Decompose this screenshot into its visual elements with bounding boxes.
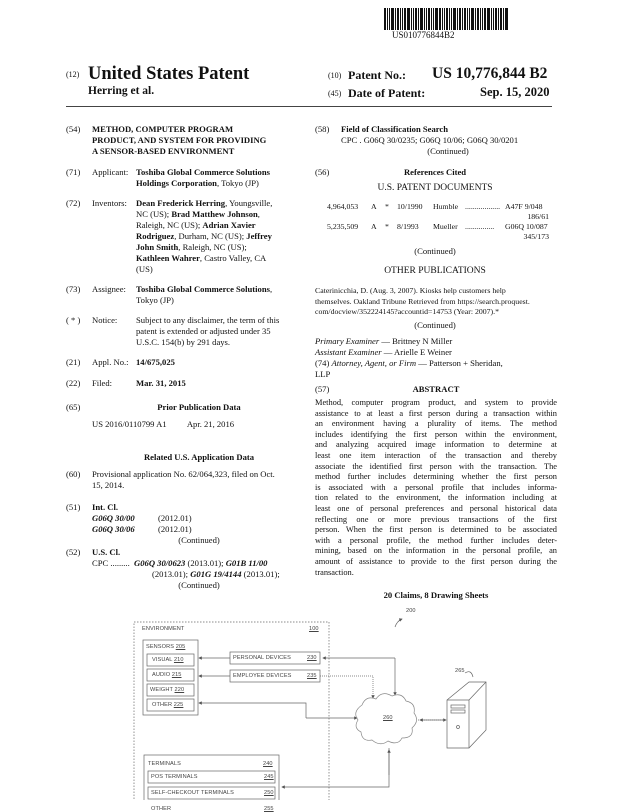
barcode-bar	[459, 8, 461, 30]
barcode-bar	[464, 8, 466, 30]
abstract-text	[315, 398, 557, 578]
examiners-section	[315, 336, 555, 380]
publication-line: Caterinicchia, D. (Aug. 3, 2007). Kiosks help customers help	[315, 286, 506, 295]
inventor-name: Rodriguez	[136, 231, 175, 241]
barcode-bar	[411, 8, 412, 30]
notice-label: Notice:	[92, 315, 118, 325]
barcode-bar	[424, 8, 425, 30]
int-cl-section	[66, 502, 306, 546]
abstract-line: person. When the first person is determined to be associated	[315, 525, 557, 535]
self-checkout-label: SELF-CHECKOUT TERMINALS	[151, 790, 234, 796]
references-continued: (Continued)	[414, 246, 456, 256]
abstract-line: with a personal profile, the method further includes deter-	[315, 535, 557, 545]
barcode-bar	[487, 8, 490, 30]
arrow-employee-to-network	[320, 676, 373, 698]
terminals-other-ref: 255	[264, 806, 274, 812]
barcode-bar	[404, 8, 406, 30]
ref-kind: A	[371, 202, 377, 211]
barcode-bar	[420, 8, 423, 30]
assignee-label: Assignee:	[92, 284, 126, 294]
attorney-label: Attorney, Agent, or Firm	[331, 358, 417, 368]
inventor-name: Jeffrey	[246, 231, 272, 241]
notice-line: Subject to any disclaimer, the term of this	[136, 315, 280, 325]
int-cl-heading: Int. Cl.	[92, 502, 119, 512]
ref-kind: A	[371, 222, 377, 231]
sensor-weight-label: WEIGHT	[150, 687, 173, 693]
inventor-line	[136, 220, 306, 231]
assignee-name: Toshiba Global Commerce Solutions	[136, 284, 270, 294]
abstract-section	[315, 384, 557, 601]
patent-no-label: Patent No.:	[348, 68, 406, 82]
terminals-ref: 240	[263, 761, 273, 767]
barcode-bar	[384, 8, 386, 30]
barcode-bar	[482, 8, 483, 30]
related-heading: Related U.S. Application Data	[143, 452, 255, 462]
title-line: A SENSOR-BASED ENVIRONMENT	[92, 146, 235, 156]
pos-terminals-label: POS TERMINALS	[151, 774, 198, 780]
ref-class: G06Q 10/087	[505, 222, 548, 231]
inventors-list	[136, 198, 306, 275]
related-line: Provisional application No. 62/064,323, filed on Oct.	[92, 469, 275, 479]
barcode-bar	[433, 8, 434, 30]
inventor-line	[136, 198, 306, 209]
filed-date: Mar. 31, 2015	[136, 378, 186, 388]
inventor-location: , Youngsville,	[225, 198, 273, 208]
us-cl-class: G01B 11/00	[225, 558, 268, 568]
barcode-bar	[471, 8, 474, 30]
assignee-section	[66, 284, 306, 306]
barcode-bar	[439, 8, 441, 30]
inventor-location: NC (US);	[136, 209, 172, 219]
barcode-bar	[400, 8, 401, 30]
code-60: (60)	[66, 469, 81, 479]
inventor-location: , Raleigh, NC (US);	[178, 242, 247, 252]
ref-class: A47F 9/048	[505, 202, 543, 211]
server-icon	[447, 682, 486, 748]
barcode-bar	[491, 8, 492, 30]
inventor-location: ,	[257, 209, 260, 219]
code-74: (74)	[315, 358, 330, 368]
related-line: 15, 2014.	[92, 480, 125, 490]
code-57: (57)	[315, 384, 330, 394]
sensor-other-label: OTHER	[152, 702, 173, 708]
primary-examiner: — Brittney N Miller	[379, 336, 453, 346]
code-73: (73)	[66, 284, 81, 294]
us-cl-continued: (Continued)	[178, 580, 220, 590]
primary-examiner-label: Primary Examiner	[315, 336, 380, 346]
barcode-bar	[498, 8, 499, 30]
us-cl-version: (2013.01);	[152, 569, 191, 579]
applicant-name-2: Holdings Corporation	[136, 178, 217, 188]
abstract-line: reflecting one or more previous transactions of the first	[315, 514, 557, 524]
int-cl-version: (2012.01)	[158, 513, 192, 523]
header-divider	[66, 106, 552, 107]
inventor-line	[136, 242, 306, 253]
barcode-bar	[442, 8, 443, 30]
assignee-comma: ,	[269, 284, 273, 294]
barcode-bar	[462, 8, 463, 30]
assignee-location: Tokyo (JP)	[136, 295, 174, 305]
barcode-bar	[391, 8, 394, 30]
inventor-line	[136, 253, 306, 264]
code-10: (10)	[328, 71, 342, 80]
code-notice: ( * )	[66, 315, 81, 325]
sensors-ref: 205	[175, 644, 186, 650]
field-search-continued: (Continued)	[427, 146, 469, 156]
inventor-name: John Smith	[136, 242, 179, 252]
patent-date: Sep. 15, 2020	[480, 85, 550, 99]
abstract-line: is associated with a personal profile that includes informa-	[315, 482, 557, 492]
patent-number: US 10,776,844 B2	[432, 65, 548, 82]
abstract-heading: ABSTRACT	[412, 384, 460, 394]
applicant-label: Applicant:	[92, 167, 129, 177]
abstract-line: least one of personal preferences and personal historical data	[315, 503, 557, 513]
server-leader	[465, 672, 473, 677]
barcode-bar	[407, 8, 410, 30]
ref-dots: ...............	[465, 222, 495, 231]
code-21: (21)	[66, 357, 81, 367]
barcode-bar	[428, 8, 430, 30]
abstract-line: Method, computer program product, and system to provide	[315, 398, 557, 407]
barcode	[384, 8, 548, 30]
prior-pub-section	[66, 402, 306, 430]
abstract-line: associate the identified first person with the transaction. The	[315, 461, 557, 471]
barcode-bar	[413, 8, 414, 30]
references-section	[315, 167, 555, 331]
terminals-other-label: OTHER	[151, 806, 172, 812]
barcode-bar	[484, 8, 486, 30]
ref-dots: ..................	[465, 202, 501, 211]
int-cl-version: (2012.01)	[158, 524, 192, 534]
applicant-name: Toshiba Global Commerce Solutions	[136, 167, 270, 177]
publication-line: com/docview/352224145?accountid=14753 (Year: 2007).*	[315, 307, 499, 316]
barcode-bar	[477, 8, 479, 30]
barcode-bar	[505, 8, 508, 30]
field-search-section	[315, 124, 555, 157]
abstract-line: and analyzing acquired image information to determine at	[315, 440, 557, 450]
sensors-label: SENSORS	[146, 644, 175, 650]
us-cl-version: (2013.01);	[185, 558, 226, 568]
us-patent-documents-heading: U.S. PATENT DOCUMENTS	[377, 183, 493, 193]
ref-date: 10/1990	[397, 202, 423, 211]
ref-name: Humble	[433, 202, 459, 211]
abstract-line: assistance to at least a first person during a transaction within	[315, 408, 557, 418]
date-label: Date of Patent:	[348, 86, 426, 100]
barcode-bar	[389, 8, 390, 30]
claims-summary: 20 Claims, 8 Drawing Sheets	[383, 590, 489, 601]
us-cl-section	[66, 547, 306, 591]
code-54: (54)	[66, 124, 81, 134]
reference-row	[315, 222, 555, 242]
ref-name: Mueller	[433, 222, 458, 231]
employee-devices-ref: 235	[307, 673, 317, 679]
abstract-line: amount of assistance to provide to the first person during the	[315, 556, 557, 566]
reference-row	[315, 202, 555, 222]
related-section	[66, 452, 306, 491]
inventor-short: Herring et al.	[88, 85, 155, 97]
abstract-line: least one item interaction of the transaction and thereby	[315, 450, 557, 460]
publications-continued: (Continued)	[414, 319, 456, 330]
inventor-location: Raleigh, NC (US);	[136, 220, 203, 230]
barcode-bar	[503, 8, 504, 30]
barcode-bar	[435, 8, 438, 30]
code-12: (12)	[66, 70, 80, 79]
inventor-location: , Durham, NC (US);	[174, 231, 247, 241]
title-line: PRODUCT, AND SYSTEM FOR PROVIDING	[92, 135, 267, 145]
attorney-line-2: LLP	[315, 369, 331, 379]
employee-devices-label: EMPLOYEE DEVICES	[233, 673, 292, 679]
barcode-bar	[431, 8, 432, 30]
inventor-name: Brad Matthew Johnson	[171, 209, 258, 219]
ref-date: 8/1993	[397, 222, 419, 231]
inventor-line	[136, 264, 306, 275]
ref-star: *	[385, 222, 389, 231]
attorney: — Patterson + Sheridan,	[416, 358, 503, 368]
inventor-line	[136, 231, 306, 242]
pos-terminals-ref: 245	[264, 774, 274, 780]
barcode-bar	[415, 8, 417, 30]
us-cl-class: G06Q 30/0623	[134, 558, 186, 568]
barcode-bar	[500, 8, 502, 30]
sensor-audio-ref: 215	[171, 672, 182, 678]
abstract-line: transaction.	[315, 567, 354, 577]
barcode-bar	[495, 8, 497, 30]
assistant-examiner: — Arielle E Weiner	[381, 347, 452, 357]
ref-star: *	[385, 202, 389, 211]
barcode-bar	[395, 8, 396, 30]
int-cl-class: G06Q 30/06	[92, 524, 135, 534]
personal-devices-label: PERSONAL DEVICES	[233, 655, 291, 661]
personal-devices-ref: 230	[307, 655, 317, 661]
barcode-bar	[402, 8, 403, 30]
inventor-name: Dean Frederick Herring	[136, 198, 226, 208]
prior-pub-heading: Prior Publication Data	[157, 402, 241, 412]
barcode-bar	[387, 8, 388, 30]
server-ref: 265	[455, 668, 465, 674]
barcode-bar	[426, 8, 427, 30]
code-58: (58)	[315, 124, 330, 134]
figure-ref-arrow	[395, 619, 402, 627]
inventor-location: (US)	[136, 264, 153, 274]
other-publications-heading: OTHER PUBLICATIONS	[384, 266, 486, 276]
barcode-number: US010776844B2	[392, 30, 455, 40]
barcode-bar	[418, 8, 419, 30]
inventor-name: Kathleen Wahrer	[136, 253, 200, 263]
reference-list	[315, 202, 555, 242]
notice-section	[66, 315, 306, 348]
abstract-line: tion related to the environment, the information including at	[315, 493, 557, 503]
arrow-network-to-terminals	[282, 748, 389, 787]
cpc-label: CPC .........	[92, 558, 130, 568]
inventors-section	[66, 198, 306, 275]
int-cl-continued: (Continued)	[178, 535, 220, 545]
barcode-bar	[480, 8, 481, 30]
abstract-line: includes identifying the first person within the environment,	[315, 429, 557, 439]
sensor-visual-label: VISUAL	[152, 657, 173, 663]
publication-line: themselves. Oakland Tribune Retrieved from https://search.proquest.	[315, 296, 530, 306]
terminals-label: TERMINALS	[148, 761, 181, 767]
barcode-bar	[444, 8, 445, 30]
environment-label: ENVIRONMENT	[142, 626, 185, 632]
code-52: (52)	[66, 547, 81, 557]
code-65: (65)	[66, 402, 81, 412]
inventors-label: Inventors:	[92, 198, 127, 208]
sensor-weight-ref: 220	[174, 687, 185, 693]
barcode-bar	[467, 8, 468, 30]
ref-subclass: 345/173	[523, 232, 549, 241]
appl-number: 14/675,025	[136, 357, 175, 367]
assistant-examiner-label: Assistant Examiner	[315, 347, 382, 357]
field-search-heading: Field of Classification Search	[341, 124, 449, 134]
applicant-section	[66, 167, 306, 189]
abstract-line: an environment having a plurality of items. The method	[315, 419, 557, 429]
inventor-location: , Castro Valley, CA	[199, 253, 267, 263]
barcode-bar	[493, 8, 494, 30]
applicant-location: , Tokyo (JP)	[216, 178, 259, 188]
filed-label: Filed:	[92, 378, 113, 388]
field-search-cpc: CPC . G06Q 30/0235; G06Q 10/06; G06Q 30/0201	[341, 135, 519, 145]
sensor-visual-ref: 210	[173, 657, 184, 663]
code-56: (56)	[315, 167, 330, 177]
us-cl-version: (2013.01);	[241, 569, 280, 579]
barcode-bar	[469, 8, 470, 30]
barcode-bar	[397, 8, 399, 30]
barcode-bar	[453, 8, 456, 30]
barcode-bar	[451, 8, 452, 30]
us-cl-heading: U.S. Cl.	[92, 547, 121, 557]
document-title: United States Patent	[88, 64, 250, 84]
notice-line: U.S.C. 154(b) by 291 days.	[136, 337, 231, 347]
barcode-bar	[449, 8, 450, 30]
title-section	[66, 124, 306, 157]
sensor-other-ref: 225	[173, 702, 184, 708]
arrow-network-to-other-sensor	[199, 703, 306, 718]
figure-ref: 200	[406, 608, 416, 614]
int-cl-class: G06Q 30/00	[92, 513, 135, 523]
title-line: METHOD, COMPUTER PROGRAM	[92, 124, 234, 134]
notice-line: patent is extended or adjusted under 35	[136, 326, 271, 336]
barcode-bar	[457, 8, 458, 30]
ref-number: 4,964,053	[327, 202, 359, 211]
self-checkout-ref: 250	[264, 790, 274, 796]
ref-number: 5,235,509	[327, 222, 359, 231]
inventor-name: Adrian Xavier	[202, 220, 256, 230]
appl-label: Appl. No.:	[92, 357, 129, 367]
code-22: (22)	[66, 378, 81, 388]
inventor-line	[136, 209, 306, 220]
code-72: (72)	[66, 198, 81, 208]
sensor-audio-label: AUDIO	[152, 672, 171, 678]
barcode-bar	[446, 8, 448, 30]
network-ref: 260	[383, 715, 393, 721]
code-71: (71)	[66, 167, 81, 177]
abstract-line: method further includes determining whether the first person	[315, 472, 557, 482]
references-heading: References Cited	[403, 167, 467, 177]
environment-ref: 100	[309, 626, 319, 632]
barcode-bar	[475, 8, 476, 30]
prior-pub-number: US 2016/0110799 A1	[92, 419, 167, 429]
us-cl-class: G01G 19/4144	[190, 569, 242, 579]
prior-pub-date: Apr. 21, 2016	[186, 419, 235, 429]
abstract-line: mining, based on the information in the personal profile, an	[315, 546, 557, 556]
ref-subclass: 186/61	[527, 212, 549, 221]
code-51: (51)	[66, 502, 81, 512]
code-45: (45)	[328, 89, 342, 98]
